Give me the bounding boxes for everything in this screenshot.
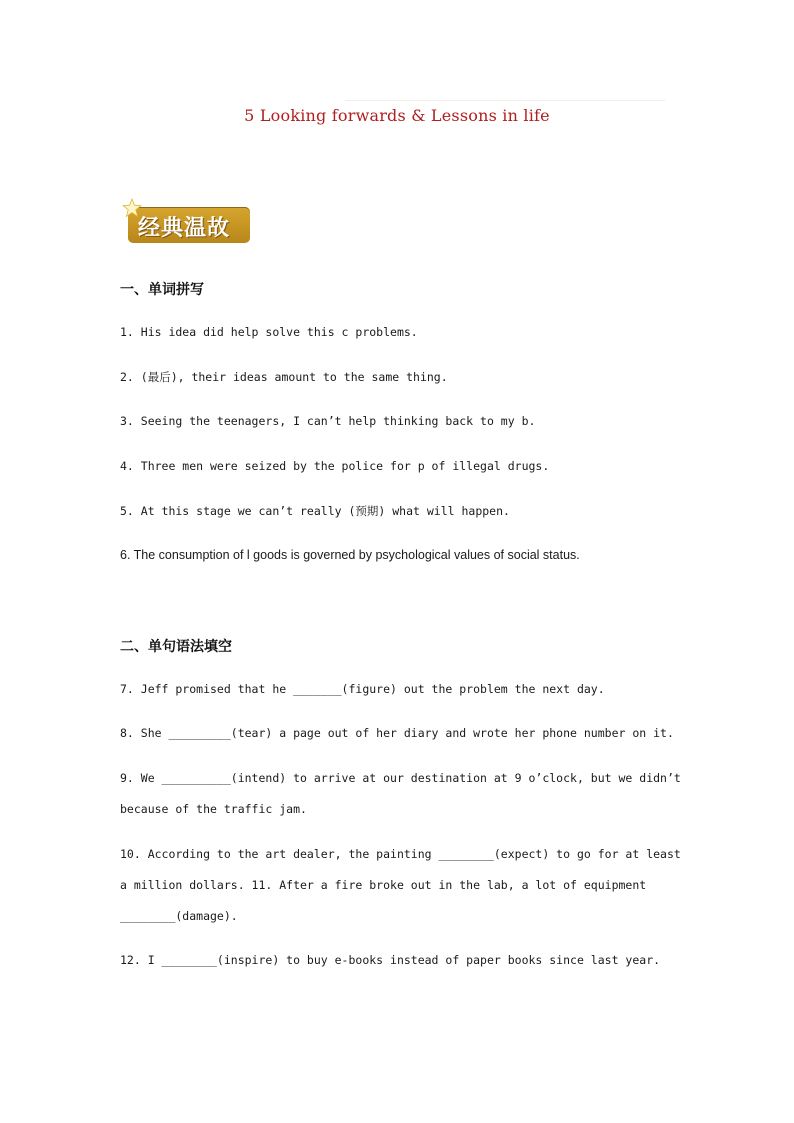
- question-item: a million dollars. 11. After a fire broke out in the lab, a lot of equipment: [120, 878, 647, 892]
- question-item: 10. According to the art dealer, the painting ________(expect) to go for at least: [120, 847, 681, 861]
- section-heading-grammar: 二、单句语法填空: [120, 639, 232, 655]
- question-item: 6. The consumption of l goods is governed by psychological values of social status.: [120, 548, 580, 562]
- question-item: 12. I ________(inspire) to buy e-books instead of paper books since last year.: [120, 953, 661, 967]
- question-item: 7. Jeff promised that he _______(figure) out the problem the next day.: [120, 682, 605, 696]
- question-item: because of the traffic jam.: [120, 802, 307, 816]
- question-item: 3. Seeing the teenagers, I can’t help thinking back to my b.: [120, 414, 536, 428]
- question-item: 5. At this stage we can’t really (预期) what will happen.: [120, 504, 510, 518]
- document-title: 5 Looking forwards & Lessons in life: [244, 106, 550, 125]
- section-heading-spelling: 一、单词拼写: [120, 282, 204, 298]
- banner-label: 经典温故: [138, 216, 231, 241]
- header-rule: [345, 100, 665, 101]
- question-item: 9. We __________(intend) to arrive at our destination at 9 o’clock, but we didn’t: [120, 771, 681, 785]
- question-item: 8. She _________(tear) a page out of her diary and wrote her phone number on it.: [120, 726, 674, 740]
- question-item: 2. (最后), their ideas amount to the same thing.: [120, 370, 448, 384]
- question-item: 1. His idea did help solve this c problems.: [120, 325, 418, 339]
- question-item: ________(damage).: [120, 909, 238, 923]
- section-banner: [128, 207, 250, 243]
- question-item: 4. Three men were seized by the police for p of illegal drugs.: [120, 459, 550, 473]
